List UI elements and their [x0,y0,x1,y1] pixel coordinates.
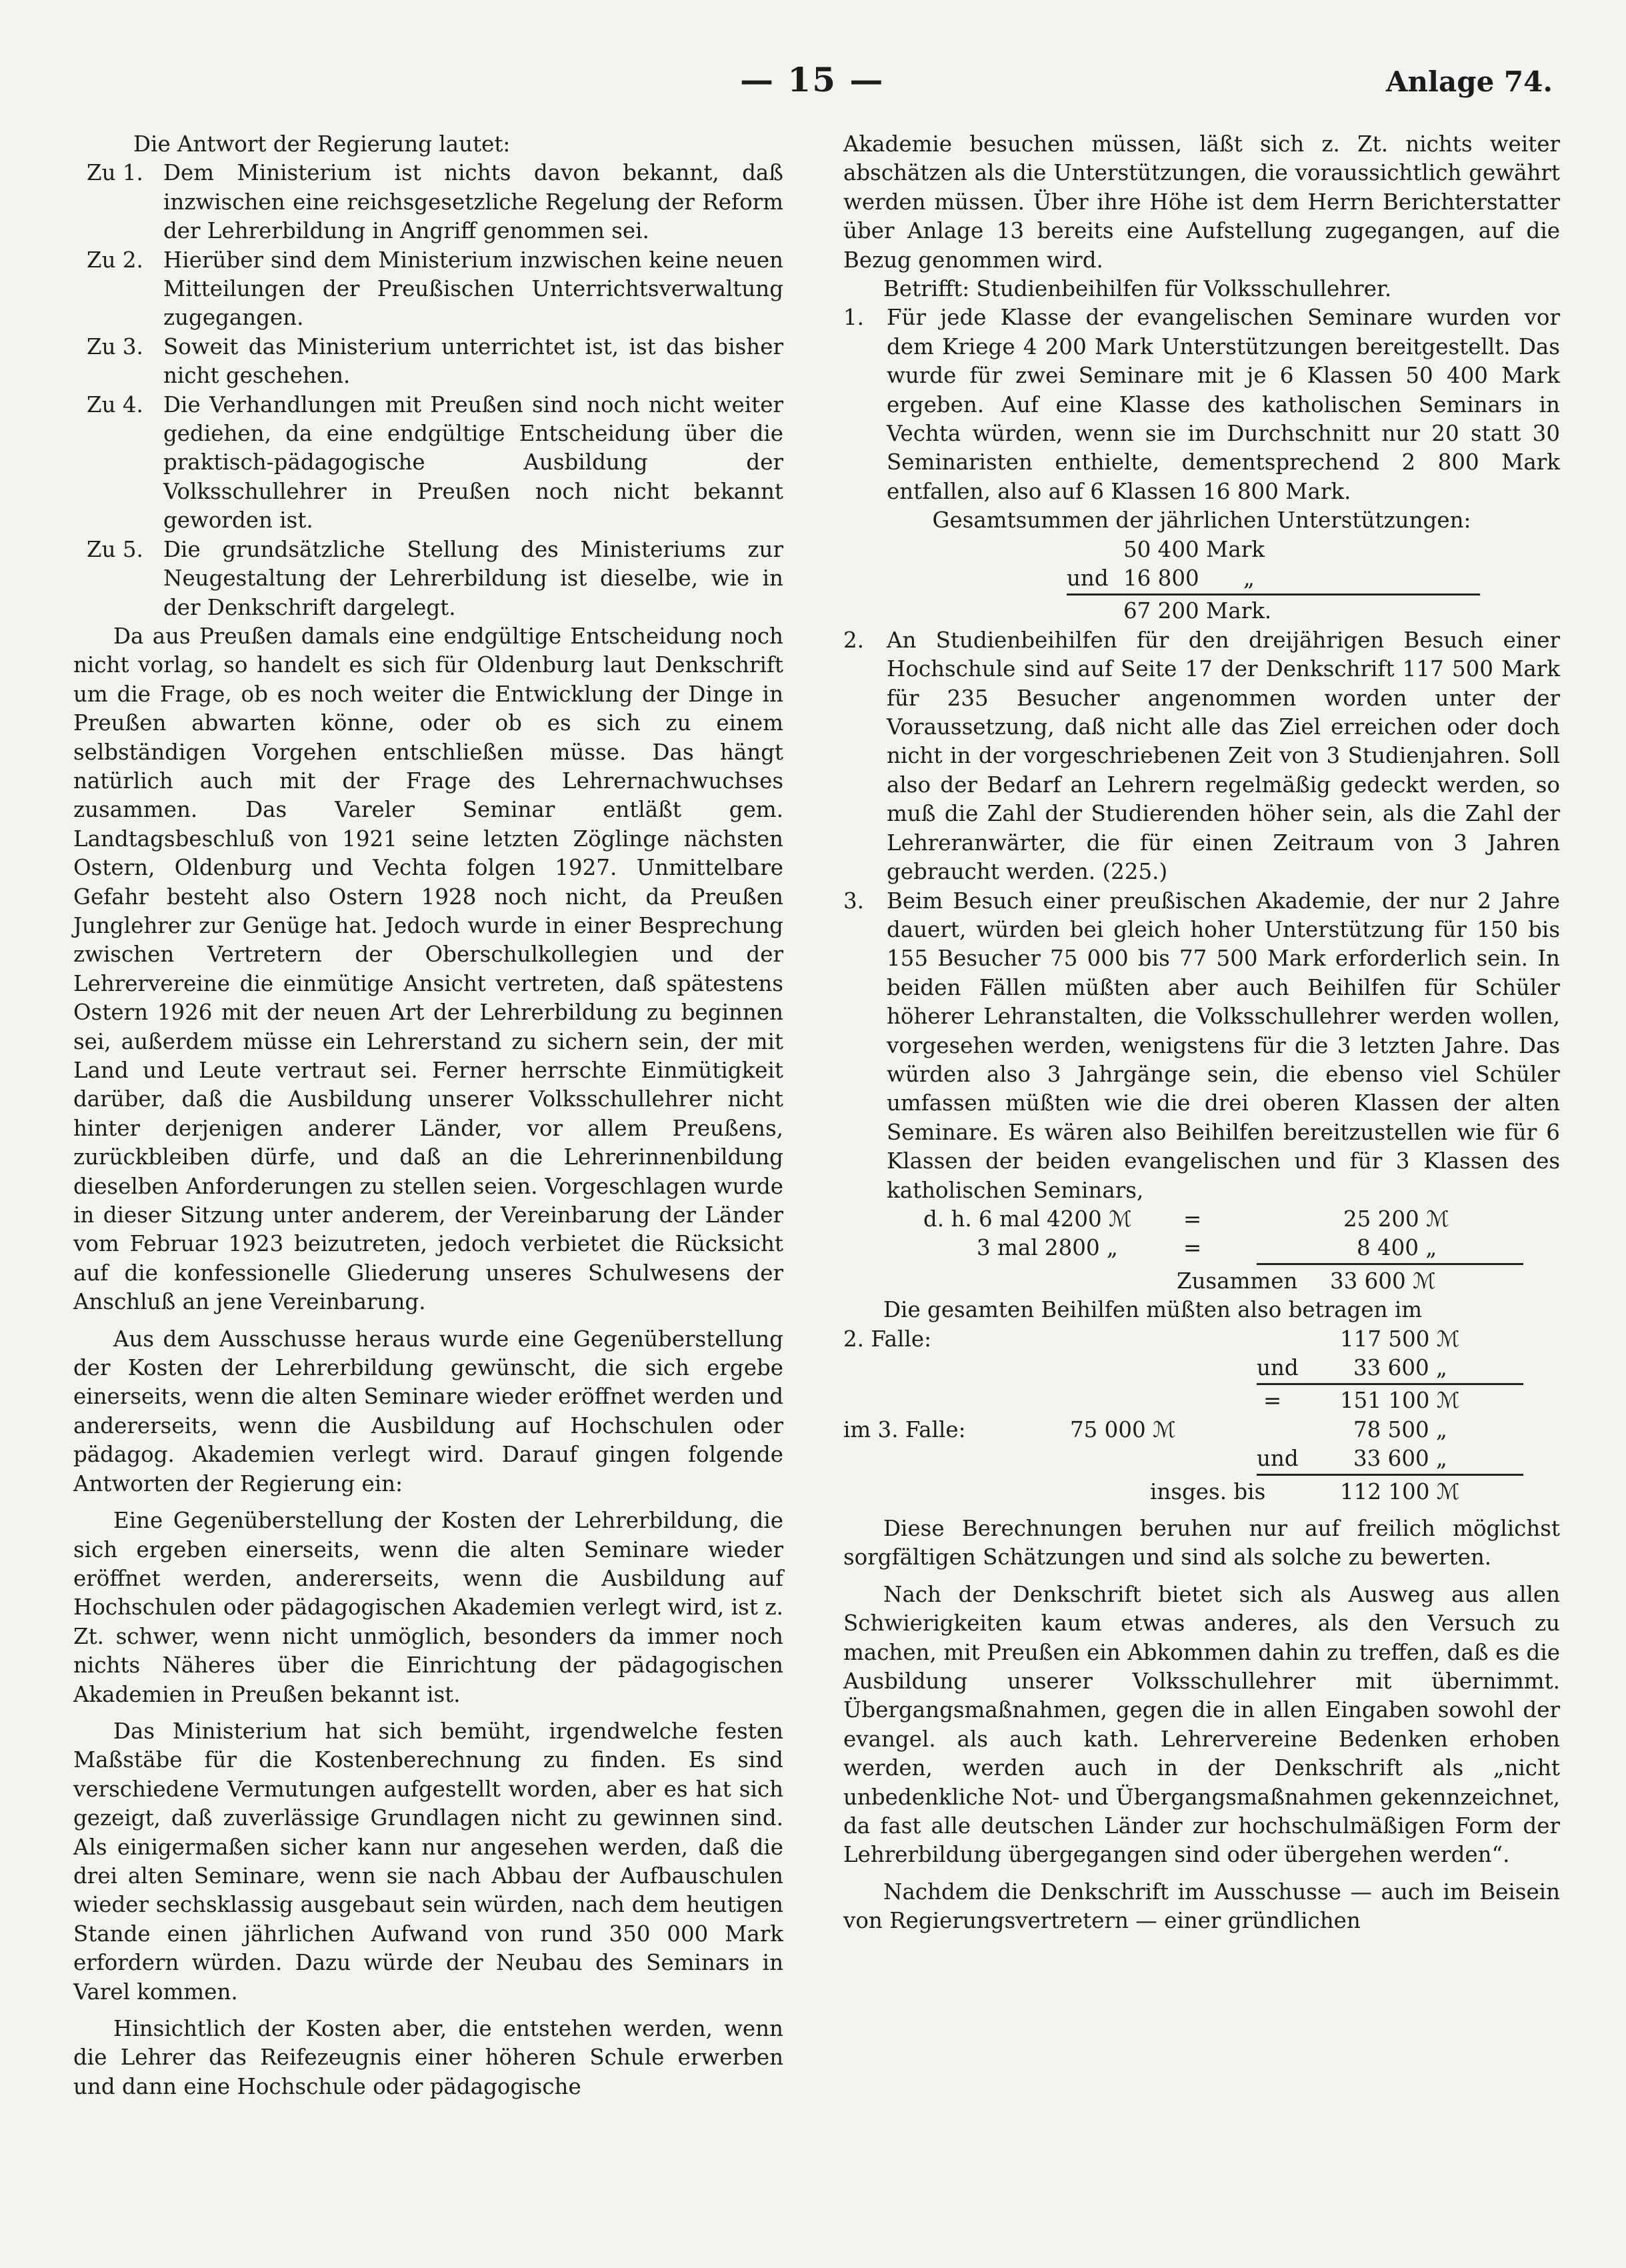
calc-label: Zusammen [1177,1268,1298,1294]
body-paragraph: Da aus Preußen damals eine endgültige Entscheidung noch nicht vorlag, so handelt es sich für Oldenburg laut Denkschrift um die Frage, ob es noch weiter die Entwicklung der Dinge in Preußen abwarten könne, oder ob es sich zu einem selbständigen Vorgehen entschließen müsse. Das hängt natürlich auch mit der Frage des Lehrernachwuchses zusammen. Das Vareler Seminar entläßt gem. Landtagsbeschluß von 1921 seine letzten Zöglinge nächsten Ostern, Oldenburg und Vechta folgen 1927. Unmittelbare Gefahr besteht also Ostern 1928 noch nicht, da Preußen Junglehrer zur Genüge hat. Jedoch wurde in einer Besprechung zwischen Vertretern der Oberschulkollegien und der Lehrervereine die einmütige Ansicht vertreten, daß spätestens Ostern 1926 mit der neuen Art der Lehrerbildung zu beginnen sei, außerdem müsse ein Lehrerstand zu sichern sein, der mit Land und Leute vertraut sei. Ferner herrschte Einmütigkeit darüber, daß die Ausbildung unserer Volksschullehrer nicht hinter derjenigen anderer Länder, vor allem Preußens, zurückbleiben dürfe, und daß an die Lehrerinnenbildung dieselben Anforderungen zu stellen seien. Vorgeschlagen wurde in dieser Sitzung unter anderem, der Vereinbarung der Länder vom Februar 1923 beizutreten, jedoch verbietet die Rücksicht auf die konfessionelle Gliederung unseres Schulwesens der Anschluß an jene Vereinbarung. [73,623,783,1315]
calc-connector: und [1257,1446,1299,1472]
calc-rule [1257,1263,1523,1265]
page-header [0,60,1626,113]
body-paragraph: Hinsichtlich der Kosten aber, die entstehen werden, wenn die Lehrer das Reifezeugnis einer höheren Schule erwerben und dann eine Hochschule oder pädagogische [73,2016,783,2099]
answer-label: Zu 3. [87,333,143,359]
answer-text: Die Verhandlungen mit Preußen sind noch nicht weiter gediehen, da eine endgültige Entscheidung über die praktisch-pädagogische Ausbildung der Volksschullehrer in Preußen noch nicht bekannt geworden ist. [163,391,783,533]
answer-item [73,391,783,535]
answer-text: Soweit das Ministerium unterrichtet ist, ist das bisher nicht geschehen. [163,333,783,389]
answer-label: Zu 4. [87,391,143,417]
body-paragraph: Das Ministerium hat sich bemüht, irgendwelche festen Maßstäbe für die Kostenberechnung zu finden. Es sind verschiedene Vermutungen aufgestellt worden, aber es hat sich gezeigt, daß zuverlässige Grundlagen nicht zu gewinnen sind. Als einigermaßen sicher kann nur angesehen werden, daß die drei alten Seminare, wenn sie nach Abbau der Aufbauschulen wieder sechsklassig ausgebaut sein würden, nach dem heutigen Stande einen jährlichen Aufwand von rund 350 000 Mark erfordern würden. Dazu würde der Neubau des Seminars in Varel kommen. [73,1718,783,2005]
answer-text: Hierüber sind dem Ministerium inzwischen keine neuen Mitteilungen der Preußischen Unterrichtsverwaltung zugegangen. [163,247,783,331]
body-paragraph: Nachdem die Denkschrift im Ausschusse — auch im Beisein von Regierungsvertretern — einer gründlichen [843,1879,1560,1934]
calc-row [843,1205,1560,1234]
calc-total: 33 600 ℳ [1330,1268,1436,1294]
item-text: Beim Besuch einer preußischen Akademie, der nur 2 Jahre dauert, würden bei gleich hoher Unterstützung für 150 bis 155 Besucher 75 000 bis 77 500 Mark erforderlich sein. In beiden Fällen müßten aber auch Beihilfen für Schüler höherer Lehranstalten, die Volksschullehrer werden wollen, vorgesehen werden, wenigstens für die 3 letzten Jahre. Das würden also 3 Jahrgänge sein, die ebenso viel Schüler umfassen müßten wie die drei oberen Klassen der alten Seminare. Es wären also Beihilfen bereitzustellen wie für 6 Klassen der beiden evangelischen und für 3 Klassen des katholischen Seminars, [887,888,1560,1203]
answer-item [73,159,783,245]
calc-row [843,1444,1560,1473]
calc-value: 33 600 „ [1353,1446,1447,1472]
sum-row [843,564,1560,593]
answer-label: Zu 1. [87,160,143,186]
calc-term: d. h. 6 mal 4200 ℳ [923,1206,1132,1232]
body-paragraph: Aus dem Ausschusse heraus wurde eine Gegenüberstellung der Kosten der Lehrerbildung gewünscht, die sich ergebe einerseits, wenn die alten Seminare wieder eröffnet werden und andererseits, wenn die Ausbildung auf Hochschulen oder pädagog. Akademien verlegt wird. Darauf gingen folgende Antworten der Regierung ein: [73,1326,783,1496]
item-text: An Studienbeihilfen für den dreijährigen Besuch einer Hochschule sind auf Seite 17 der Denkschrift 117 500 Mark für 235 Besucher angenommen worden unter der Voraussetzung, daß nicht alle das Ziel erreichen oder doch nicht in der vorgeschriebenen Zeit von 3 Studienjahren. Soll also der Bedarf an Lehrern regelmäßig gedeckt werden, so muß die Zahl der Studierenden höher sein, als die Zahl der Lehreranwärter, die für einen Zeitraum von 3 Jahren gebraucht werden. (225.) [887,627,1560,885]
calc-rule [1257,1474,1523,1476]
answer-item [73,333,783,391]
numbered-item [843,887,1560,1205]
answer-text: Dem Ministerium ist nichts davon bekannt, daß inzwischen eine reichsgesetzliche Regelung der Reform der Lehrerbildung in Angriff genommen sei. [163,160,783,244]
answer-item [73,246,783,333]
answer-label: Zu 2. [87,247,143,273]
calc-equals: = [1183,1235,1202,1261]
calc-row [843,1416,1560,1444]
calc-total: 151 100 ℳ [1340,1388,1460,1414]
right-column [843,130,1560,1936]
item-number: 3. [843,888,865,914]
sum-row [843,597,1560,626]
sum-value: 16 800 [1123,565,1199,592]
calc-rule [1257,1383,1523,1385]
sum-connector: und [1067,565,1109,592]
sum-value: 50 400 Mark [1123,536,1265,562]
calc-value: 8 400 „ [1357,1235,1437,1261]
subject-line: Betrifft: Studienbeihilfen für Volksschullehrer. [883,276,1392,302]
page-number: — 15 — [740,60,885,99]
calc-label: insges. bis [1150,1478,1266,1504]
numbered-item [843,303,1560,506]
body-paragraph: Diese Berechnungen beruhen nur auf freilich möglichst sorgfältigen Schätzungen und sind als solche zu bewerten. [843,1515,1560,1570]
case-label: 2. Falle: [843,1326,932,1352]
calc-row [843,1267,1560,1296]
calc-row [843,1478,1560,1506]
answer-item [73,535,783,622]
body-paragraph: Eine Gegenüberstellung der Kosten der Lehrerbildung, die sich ergeben einerseits, wenn die alten Seminare wieder eröffnet werden, andererseits, wenn die Ausbildung auf Hochschulen oder pädagogischen Akademien verlegt wird, ist z. Zt. schwer, wenn nicht unmöglich, besonders da immer noch nichts Näheres über die Einrichtung der pädagogischen Akademien in Preußen bekannt ist. [73,1508,783,1707]
sum-total: 67 200 Mark. [1123,598,1272,624]
calc-total: 112 100 ℳ [1340,1478,1460,1504]
sum-row [843,535,1560,564]
calc-value: 33 600 „ [1353,1354,1447,1380]
answer-label: Zu 5. [87,536,143,562]
body-paragraph: Nach der Denkschrift bietet sich als Ausweg aus allen Schwierigkeiten kaum etwas anderes, als den Versuch zu machen, mit Preußen ein Abkommen dahin zu treffen, daß es die Ausbildung unserer Volksschullehrer mit übernimmt. Übergangsmaßnahmen, gegen die in allen Eingaben sowohl der evangel. als auch kath. Lehrervereine Bedenken erhoben werden, werden auch in der Denkschrift als „nicht unbedenkliche Not- und Übergangsmaßnahmen gekennzeichnet, da fast alle deutschen Länder zur hochschulmäßigen Form der Lehrerbildung übergegangen sind oder übergehen werden“. [843,1581,1560,1868]
ditto-mark: „ [1243,565,1255,592]
body-paragraph: Die gesamten Beihilfen müßten also betragen im [883,1297,1423,1323]
appendix-label: Anlage 74. [1385,65,1553,98]
calc-row [843,1354,1560,1382]
sum-rule [1067,594,1480,596]
item-number: 1. [843,305,865,331]
calc-row [843,1234,1560,1262]
case-label: im 3. Falle: [843,1416,966,1442]
totals-heading: Gesamtsummen der jährlichen Unterstützungen: [932,507,1471,533]
calc-row [843,1325,1560,1354]
calc-value: 25 200 ℳ [1343,1206,1449,1232]
calc-equals: = [1263,1388,1282,1414]
numbered-item [843,626,1560,887]
calc-equals: = [1183,1206,1202,1232]
intro-line: Die Antwort der Regierung lautet: [133,131,511,157]
answer-text: Die grundsätzliche Stellung des Ministeriums zur Neugestaltung der Lehrerbildung ist dieselbe, wie in der Denkschrift dargelegt. [163,536,783,620]
body-paragraph: Akademie besuchen müssen, läßt sich z. Zt. nichts weiter abschätzen als die Unterstützungen, die voraussichtlich gewährt werden müssen. Über ihre Höhe ist dem Herrn Berichterstatter über Anlage 13 bereits eine Aufstellung zugegangen, auf die Bezug genommen wird. [843,131,1560,273]
calc-row [843,1386,1560,1415]
calc-term: 3 mal 2800 „ [977,1235,1118,1261]
calc-value: 117 500 ℳ [1340,1326,1460,1352]
left-column [73,130,783,2101]
calc-term: 75 000 ℳ [1070,1416,1176,1442]
item-text: Für jede Klasse der evangelischen Seminare wurden vor dem Kriege 4 200 Mark Unterstützungen bereitgestellt. Das wurde für zwei Seminare mit je 6 Klassen 50 400 Mark ergeben. Auf eine Klasse des katholischen Seminars in Vechta würden, wenn sie im Durchschnitt nur 20 statt 30 Seminaristen enthielte, dementsprechend 2 800 Mark entfallen, also auf 6 Klassen 16 800 Mark. [887,305,1560,504]
calc-value: 78 500 „ [1353,1416,1447,1442]
item-number: 2. [843,627,865,653]
calc-connector: und [1257,1354,1299,1380]
